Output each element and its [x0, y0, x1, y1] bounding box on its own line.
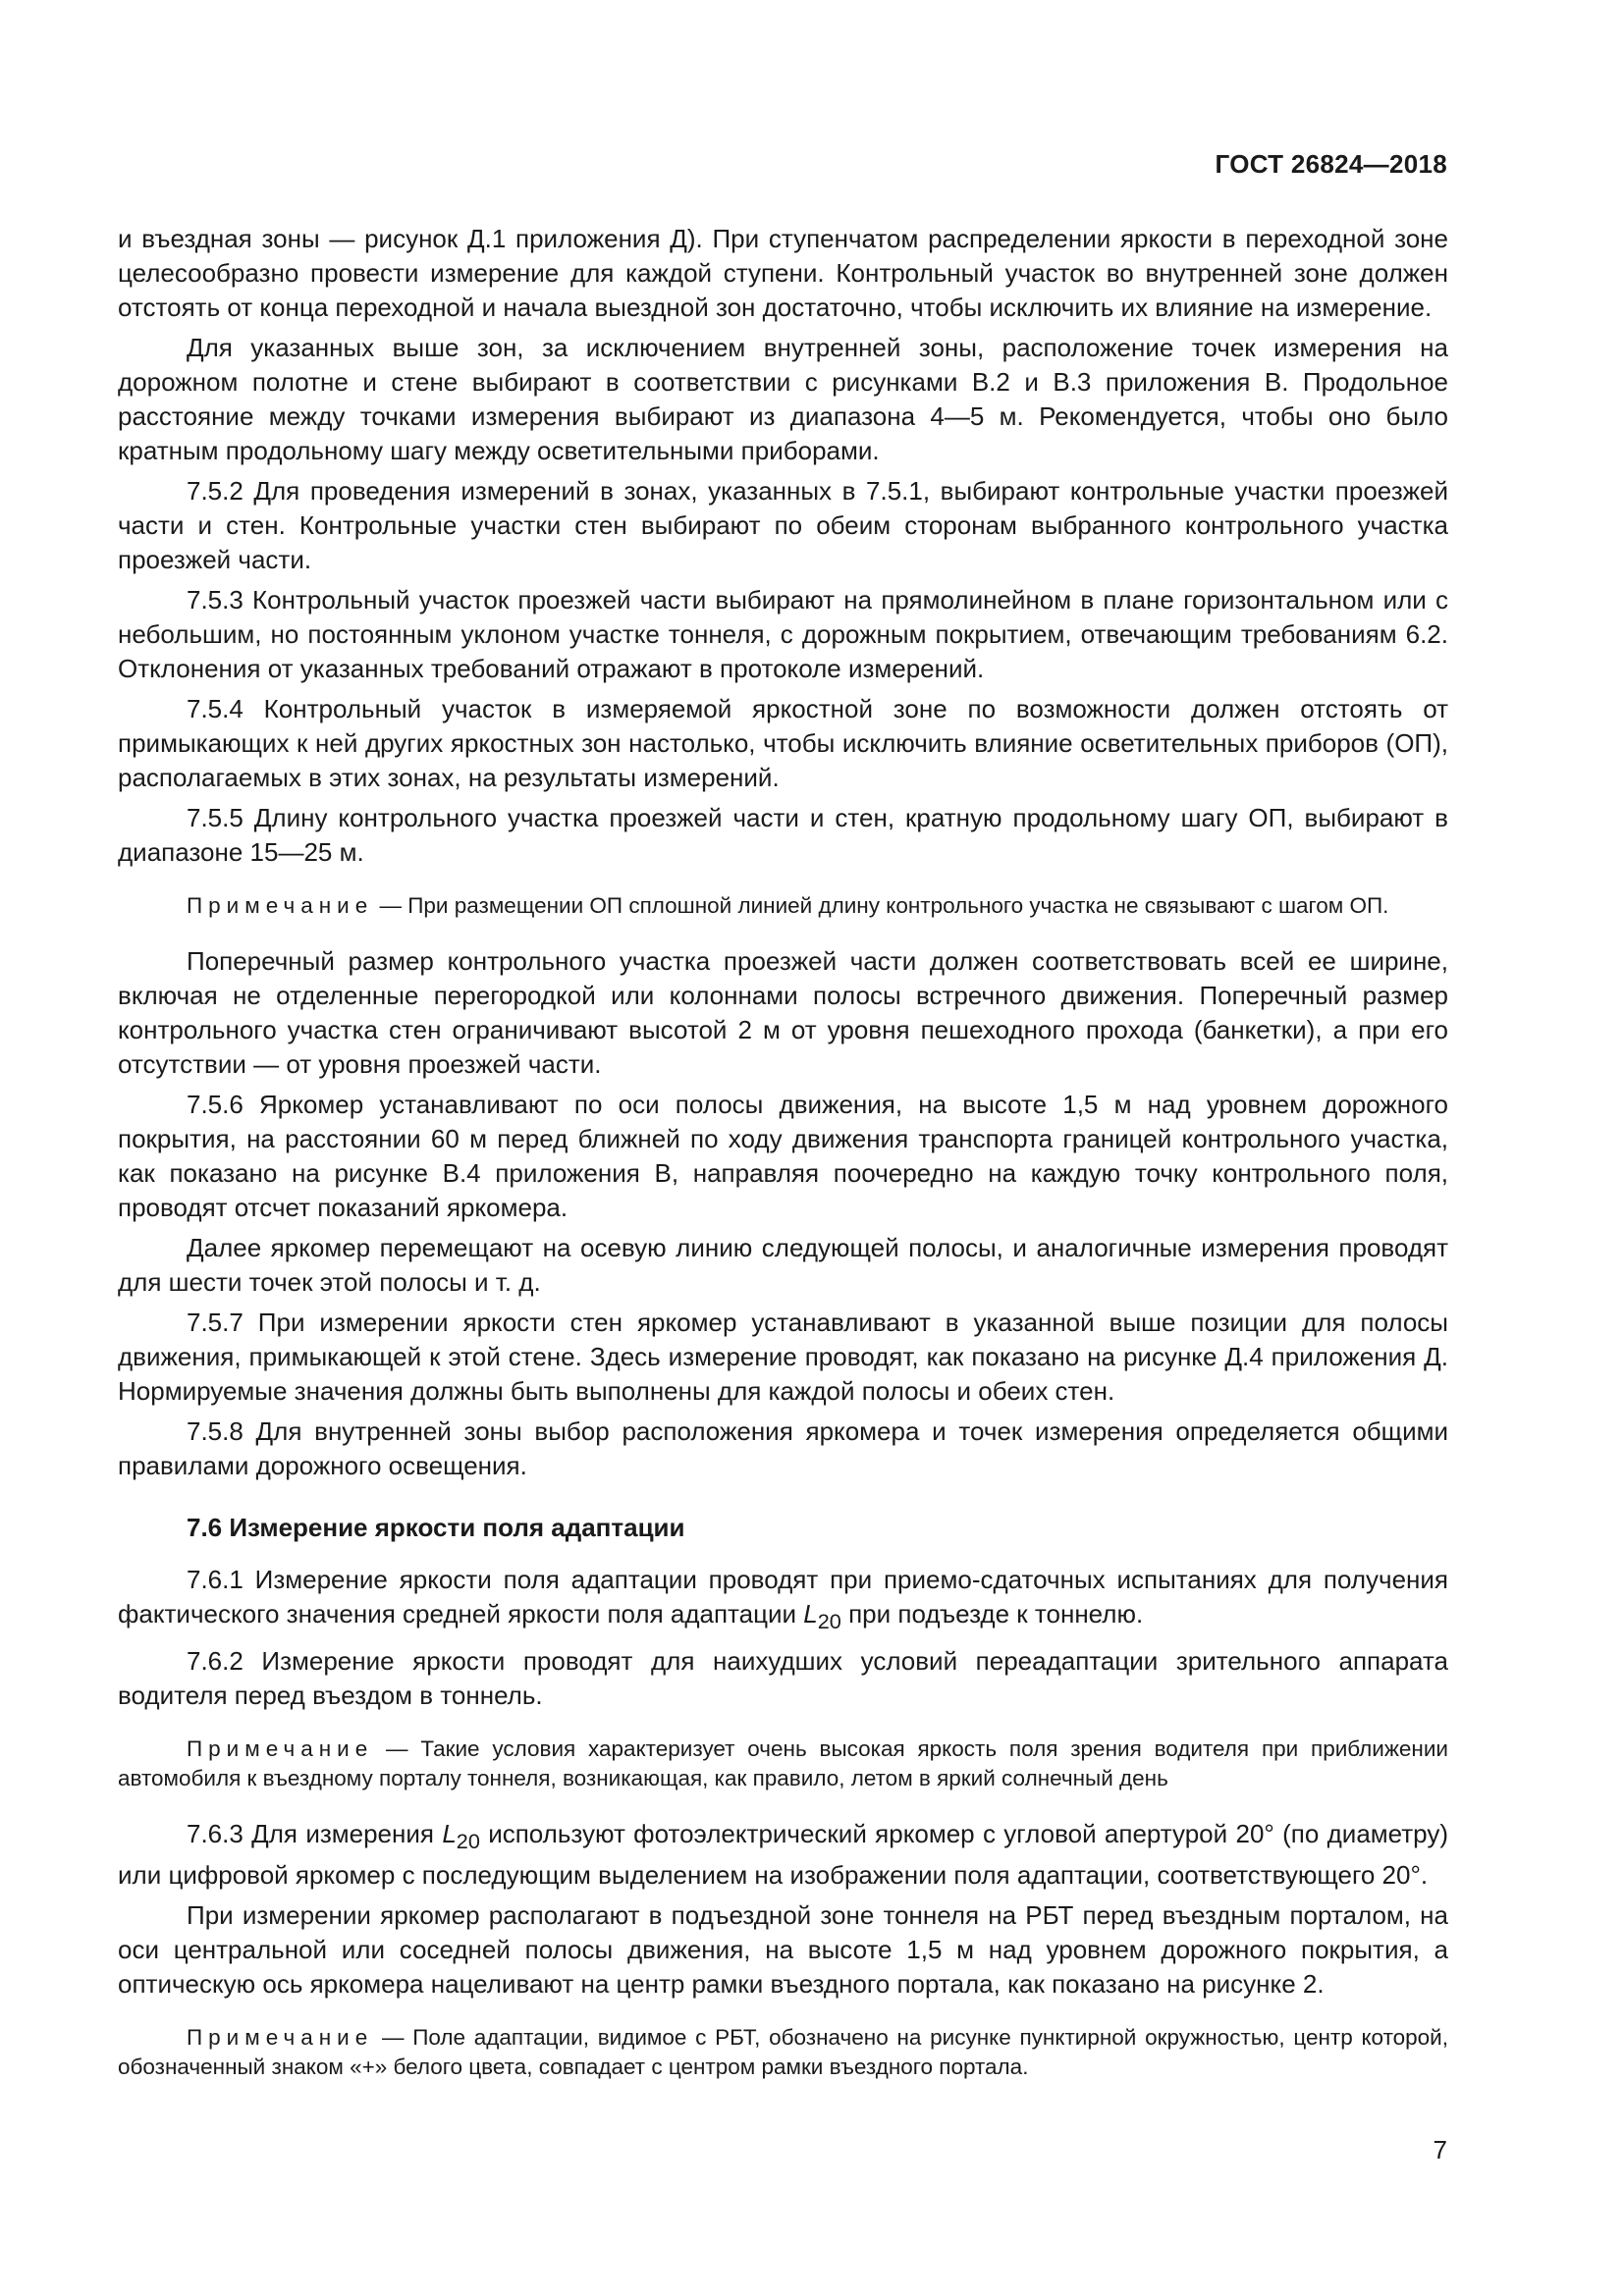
paragraph-p2: 7.5.2 Для проведения измерений в зонах, указанных в 7.5.1, выбирают контрольные участки проезжей части и стен. Контрольные участки стен выбирают по обеим сторонам выбранного контрольного участка проезжей части. — [118, 476, 1448, 574]
note-text: — При размещении ОП сплошной линией длину контрольного участка не связывают с шагом ОП. — [373, 893, 1389, 918]
note-text: — Такие условия характеризует очень высокая яркость поля зрения водителя при приближении автомобиля к въездному порталу тоннеля, возникающая, как правило, летом в яркий солнечный день — [118, 1736, 1448, 1791]
paragraph-p10: 7.5.8 Для внутренней зоны выбор расположения яркомера и точек измерения определяется общими правилами дорожного освещения. — [118, 1416, 1448, 1480]
note-label: Примечание — [187, 893, 374, 918]
document-body — [118, 222, 1448, 2106]
paragraph-7-6-1 — [118, 1563, 1448, 1638]
text-part: при подъезде к тоннелю. — [840, 1599, 1144, 1629]
symbol-l: L — [442, 1819, 457, 1849]
paragraph-p3: 7.5.3 Контрольный участок проезжей части выбирают на прямолинейном в плане горизонтальном или с небольшим, но постоянным уклоном участке тоннеля, с дорожным покрытием, отвечающим требованиям 6.2. Отклонения от указанных требований отражают в протоколе измерений. — [118, 585, 1448, 683]
paragraphs-top — [118, 222, 1448, 870]
note-3 — [118, 2023, 1448, 2082]
document-code: ГОСТ 26824—2018 — [1215, 149, 1447, 179]
section-heading: 7.6 Измерение яркости поля адаптации — [187, 1513, 685, 1542]
paragraph-7-6-3 — [118, 1817, 1448, 1893]
note-text: — Поле адаптации, видимое с РБТ, обозначено на рисунке пунктирной окружностью, центр которой, обозначенный знаком «+» белого цвета, совпадает с центром рамки въездного портала. — [118, 2025, 1448, 2080]
paragraph-p7: 7.5.6 Яркомер устанавливают по оси полосы движения, на высоте 1,5 м над уровнем дорожного покрытия, на расстоянии 60 м перед ближней по ходу движения транспорта границей контрольного участка, как показано на рисунке В.4 приложения В, направляя поочередно на каждую точку контрольного поля, проводят отсчет показаний яркомера. — [118, 1090, 1448, 1222]
paragraph-measurement-position: При измерении яркомер располагают в подъездной зоне тоннеля на РБТ перед въездным порталом, на оси центральной или соседней полосы движения, на высоте 1,5 м над уровнем дорожного покрытия, а оптическую ось яркомера нацеливают на центр рамки въездного портала, как показано на рисунке 2. — [118, 1900, 1448, 2000]
paragraph-p4: 7.5.4 Контрольный участок в измеряемой яркостной зоне по возможности должен отстоять от примыкающих к ней других яркостных зон настолько, чтобы исключить влияние осветительных приборов (ОП), располагаемых в этих зонах, на результаты измерений. — [118, 694, 1448, 792]
text-part: 7.6.3 Для измерения — [187, 1819, 443, 1849]
paragraph-p8: Далее яркомер перемещают на осевую линию следующей полосы, и аналогичные измерения проводят для шести точек этой полосы и т. д. — [118, 1233, 1448, 1297]
paragraph-p0: и въездная зоны — рисунок Д.1 приложения Д). При ступенчатом распределении яркости в переходной зоне целесообразно провести измерение для каждой ступени. Контрольный участок во внутренней зоне должен отстоять от конца переходной и начала выездной зон достаточно, чтобы исключить их влияние на измерение. — [118, 224, 1448, 322]
symbol-subscript: 20 — [456, 1829, 480, 1854]
paragraph-p1: Для указанных выше зон, за исключением внутренней зоны, расположение точек измерения на дорожном полотне и стене выбирают в соответствии с рисунками В.2 и В.3 приложения В. Продольное расстояние между точками измерения выбирают из диапазона 4—5 м. Рекомендуется, чтобы оно было кратным продольному шагу между осветительными приборами. — [118, 333, 1448, 465]
note-label: Примечание — [187, 1736, 374, 1762]
page-number: 7 — [1433, 2135, 1447, 2164]
symbol-subscript: 20 — [817, 1609, 841, 1634]
paragraph-p5: 7.5.5 Длину контрольного участка проезжей части и стен, кратную продольному шагу ОП, выбирают в диапазоне 15—25 м. — [118, 803, 1448, 867]
paragraphs-mid — [118, 944, 1448, 1483]
paragraph-7-6-2: 7.6.2 Измерение яркости проводят для наихудших условий переадаптации зрительного аппарата водителя перед въездом в тоннель. — [118, 1646, 1448, 1711]
note-label: Примечание — [187, 2025, 374, 2051]
paragraph-p6: Поперечный размер контрольного участка проезжей части должен соответствовать всей ее ширине, включая не отделенные перегородкой или колоннами полосы встречного движения. Поперечный размер контрольного участка стен ограничивают высотой 2 м от уровня пешеходного прохода (банкетки), а при его отсутствии — от уровня проезжей части. — [118, 946, 1448, 1079]
text-part: 7.6.1 Измерение яркости поля адаптации проводят при приемо-сдаточных испытаниях для получения фактического значения средней яркости поля адаптации — [118, 1565, 1448, 1629]
paragraph-p9: 7.5.7 При измерении яркости стен яркомер устанавливают в указанной выше позиции для полосы движения, примыкающей к этой стене. Здесь измерение проводят, как показано на рисунке Д.4 приложения Д. Нормируемые значения должны быть выполнены для каждой полосы и обеих стен. — [118, 1308, 1448, 1406]
note-1 — [118, 891, 1448, 921]
note-2 — [118, 1735, 1448, 1793]
symbol-l: L — [803, 1599, 818, 1629]
text-part: используют фотоэлектрический яркомер с угловой апертурой 20° (по диаметру) или цифровой яркомер с последующим выделением на изображении поля адаптации, соответствующего 20°. — [118, 1819, 1448, 1891]
